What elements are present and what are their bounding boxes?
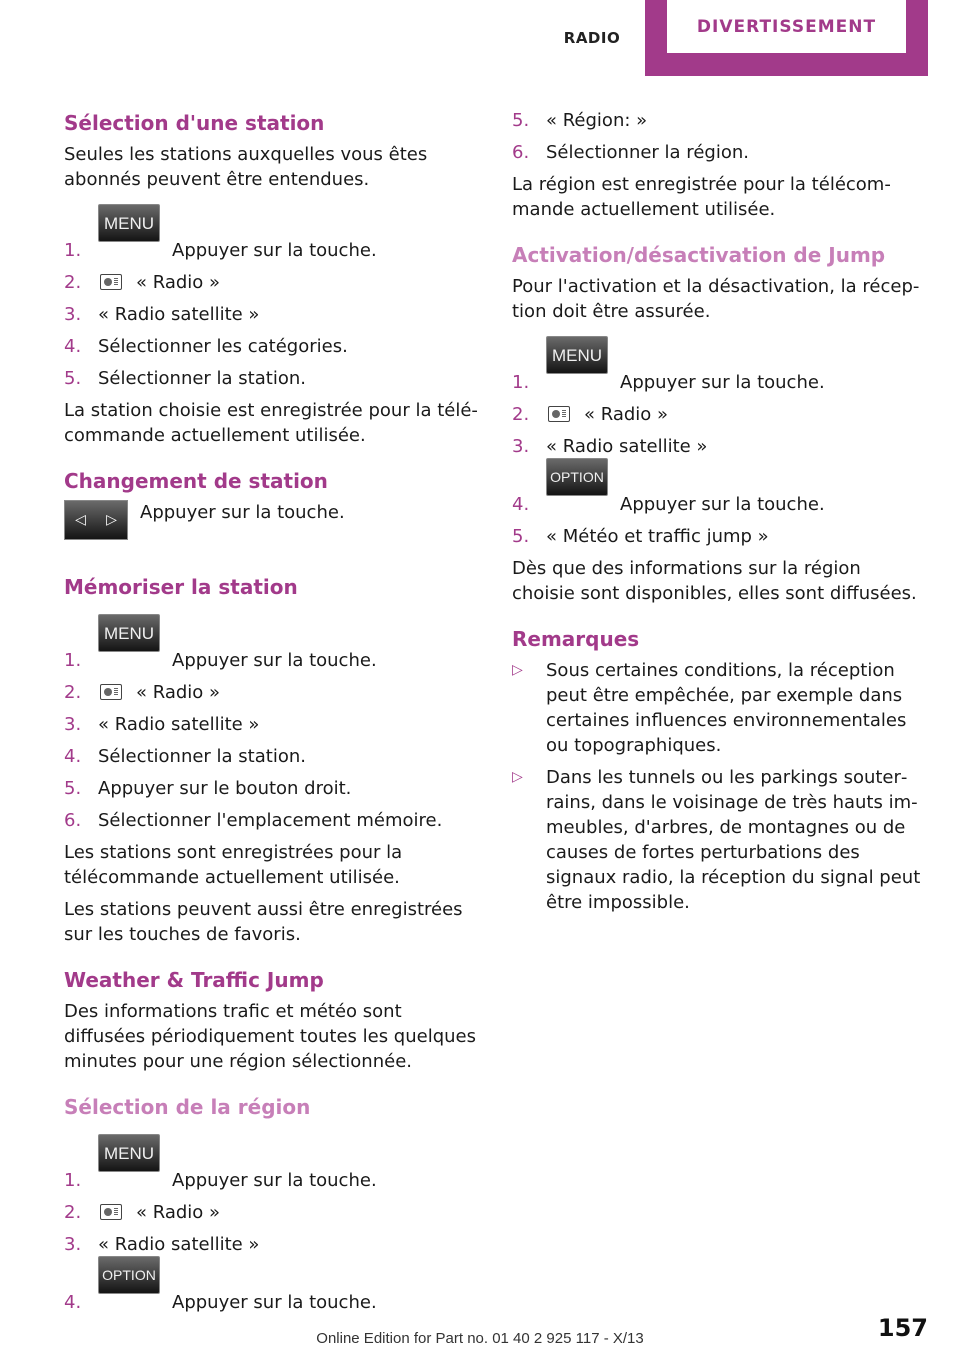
list-item: ▷ Sous certaines conditions, la réception peut être empêchée, par exemple dans certaines influences environnementales ou topographiques.	[512, 660, 907, 756]
right-column	[512, 108, 928, 922]
store-station-note-1: Les stations sont enregistrées pour la télécommande actuellement utilisée.	[64, 842, 403, 888]
radio-icon	[548, 406, 570, 422]
list-item: 5. Appuyer sur le bouton droit.	[64, 778, 352, 799]
list-item: 1. MENU Appuyer sur la touche.	[512, 344, 928, 395]
section-title-station-select: Sélection d'une station	[64, 111, 325, 135]
station-select-steps	[64, 212, 478, 391]
list-item: 4. OPTION Appuyer sur la touche.	[512, 466, 928, 517]
station-select-note: La station choisie est enregistrée pour la télécommande actuellement utilisée.	[64, 400, 478, 446]
list-item: 3. « Radio satellite »	[64, 304, 260, 325]
jump-toggle-steps	[512, 344, 928, 549]
change-station-row	[64, 500, 478, 554]
radio-icon	[100, 1204, 122, 1220]
chapter-tab-label: DIVERTISSEMENT	[667, 0, 906, 53]
jump-toggle-intro: Pour l'activation et la désactivation, la réception doit être assurée.	[512, 276, 920, 322]
list-item: 1. MENU Appuyer sur la touche.	[64, 212, 478, 263]
list-item: 5. Sélectionner la station.	[64, 368, 306, 389]
list-item: 3. « Radio satellite »	[64, 1234, 260, 1255]
store-station-note-2: Les stations peuvent aussi être enregistrées sur les touches de favoris.	[64, 899, 463, 945]
list-item: 2. « Radio »	[64, 272, 221, 293]
list-item: ▷ Dans les tunnels ou les parkings souterrains, dans le voisinage de très hauts immeubles, d'arbres, de montagnes ou de causes de fortes perturbations des signaux radio, la réception du signal peut être impossible.	[512, 767, 921, 913]
region-select-steps	[64, 1142, 478, 1315]
section-title-region-select: Sélection de la région	[64, 1095, 311, 1119]
section-title-change-station: Changement de station	[64, 469, 328, 493]
chapter-tab	[645, 0, 928, 76]
option-button-icon: OPTION	[546, 458, 608, 496]
change-station-text: Appuyer sur la touche.	[140, 502, 345, 523]
list-item: 5. « Météo et traffic jump »	[512, 526, 769, 547]
list-item: 4. Sélectionner les catégories.	[64, 336, 348, 357]
list-item: 2. « Radio »	[512, 404, 669, 425]
header-section: RADIO	[563, 29, 621, 47]
list-item: 1. MENU Appuyer sur la touche.	[64, 1142, 478, 1193]
radio-icon	[100, 684, 122, 700]
section-title-jump-toggle: Activation/désactivation de Jump	[512, 243, 886, 267]
list-item: 3. « Radio satellite »	[64, 714, 260, 735]
list-item: 2. « Radio »	[64, 1202, 221, 1223]
list-item: 5. « Région: »	[512, 110, 648, 131]
option-button-icon: OPTION	[98, 1256, 160, 1294]
list-item: 2. « Radio »	[64, 682, 221, 703]
menu-button-icon: MENU	[98, 204, 160, 242]
menu-button-icon: MENU	[98, 1134, 160, 1172]
page-number: 157	[877, 1314, 928, 1342]
menu-button-icon: MENU	[98, 614, 160, 652]
list-item: 1. MENU Appuyer sur la touche.	[64, 622, 478, 673]
left-column	[64, 108, 478, 1322]
list-item: 4. Sélectionner la station.	[64, 746, 306, 767]
region-note: La région est enregistrée pour la télécommande actuellement utilisée.	[512, 174, 891, 220]
weather-traffic-text: Des informations trafic et météo sont diffusées périodiquement toutes les quelques minutes pour une région sélectionnée.	[64, 1001, 476, 1072]
prev-next-button-icon: ◁ ▷	[64, 500, 128, 540]
bullet-triangle-icon: ▷	[512, 769, 523, 785]
region-select-steps-cont	[512, 108, 928, 165]
section-title-store-station: Mémoriser la station	[64, 575, 298, 599]
store-station-steps	[64, 622, 478, 833]
footer-edition: Online Edition for Part no. 01 40 2 925 117 - X/13	[316, 1330, 644, 1347]
section-title-remarks: Remarques	[512, 627, 640, 651]
list-item: 4. OPTION Appuyer sur la touche.	[64, 1264, 478, 1315]
jump-toggle-note: Dès que des informations sur la région choisie sont disponibles, elles sont diffusées.	[512, 558, 917, 604]
station-select-intro: Seules les stations auxquelles vous êtes abonnés peuvent être entendues.	[64, 144, 428, 190]
radio-icon	[100, 274, 122, 290]
section-title-weather-traffic: Weather & Traffic Jump	[64, 968, 324, 992]
list-item: 6. Sélectionner la région.	[512, 142, 749, 163]
list-item: 6. Sélectionner l'emplacement mémoire.	[64, 810, 443, 831]
menu-button-icon: MENU	[546, 336, 608, 374]
list-item: 3. « Radio satellite »	[512, 436, 708, 457]
bullet-triangle-icon: ▷	[512, 662, 523, 678]
remarks-list	[512, 658, 928, 915]
